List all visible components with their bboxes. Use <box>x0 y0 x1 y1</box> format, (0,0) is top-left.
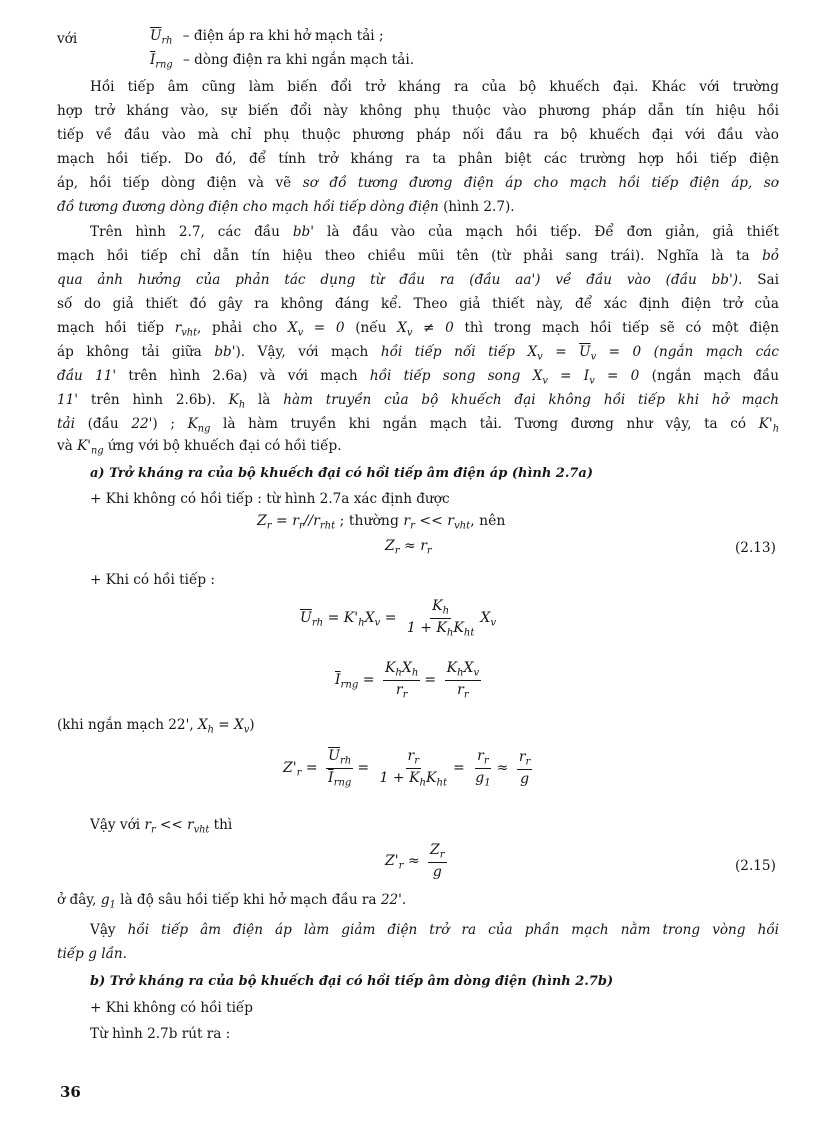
section-b-line1: + Khi không có hồi tiếp <box>90 1000 253 1016</box>
p2-l6d: hồi tiếp nối tiếp <box>380 344 515 360</box>
section-a-line1: + Khi không có hồi tiếp : từ hình 2.7a xác định được <box>90 491 450 507</box>
def-current-subscript: rng <box>155 59 173 71</box>
para2-line6 <box>57 342 779 367</box>
p2-l6c: ). Vậy, với mạch <box>235 344 369 360</box>
p2-l2b: bỏ <box>762 248 779 264</box>
p2-l1c: là đầu vào của mạch hồi tiếp. Để đơn giản, giả thiết <box>326 224 779 240</box>
p2-l9-kh2: $K'_h$ <box>758 416 779 435</box>
def-with-label: với <box>57 31 78 47</box>
p2-l9-kng: $K_{ng}$ <box>187 416 211 435</box>
def-voltage-text: – điện áp ra khi hở mạch tải ; <box>182 28 384 44</box>
condition-line <box>90 815 779 840</box>
para1-line6-a: đồ tương đương dòng điện cho mạch hồi tiếp dòng điện <box>57 199 439 215</box>
g1-symbol: $g_1$ <box>100 892 116 911</box>
section-a-line2: + Khi có hồi tiếp : <box>90 572 215 588</box>
p2-l6e: (ngắn mạch các <box>653 344 779 360</box>
p2-l3a: qua ảnh hưởng của phản tác dụng từ đầu ra (đầu aa') về đầu vào (đầu bb'). <box>57 272 743 288</box>
eq-zr-text1: ; thường <box>339 513 399 529</box>
eq-zr-text2: , nên <box>470 513 506 529</box>
section-b-line2: Từ hình 2.7b rút ra : <box>90 1026 231 1042</box>
para2-line3 <box>57 270 779 290</box>
concl-b: hồi tiếp âm điện áp làm giảm điện trở ra của phần mạch nằm trong vòng hồi <box>127 922 779 938</box>
page-number: 36 <box>60 1083 81 1101</box>
para1-line2: hợp trở kháng vào, sự biến đổi này không phụ thuộc vào phương pháp dẫn tín hiệu hồi <box>57 103 779 119</box>
equation-number-215: (2.15) <box>735 858 776 874</box>
equation-zr-prime: $Z'_r$ = $\frac{\overline{U}_{rh}}{\overline{I}_{rng}}$ = $\frac{r_r}{1 + K_hK_{ht}}$ = $\frac{r_r}{g_1}$ ≈ $\frac{r_r}{g}$ <box>283 748 531 789</box>
p2-l9d: ) ; <box>152 416 175 432</box>
p2-l8b: trên hình 2.6b). <box>90 392 216 408</box>
equation-zr-approx: $Z_r \approx r_r$ <box>385 538 432 557</box>
p2-l9e: là hàm truyền khi ngắn mạch tải. Tương đương như vậy, ta có <box>223 416 747 432</box>
p2-l7d: (ngắn mạch đầu <box>651 368 779 384</box>
p2-l1b: bb' <box>292 224 315 240</box>
para1-line5-a: áp, hồi tiếp dòng điện và vẽ <box>57 175 292 191</box>
p2-l5d: thì trong mạch hồi tiếp sẽ có một điện <box>464 320 779 336</box>
def-voltage-row <box>150 28 384 46</box>
para2-line5 <box>57 318 779 343</box>
para2-line8 <box>57 390 779 415</box>
p2-l3b: Sai <box>757 272 779 288</box>
short-note-eq: $X_h = X_v$ <box>197 717 250 736</box>
concl-a: Vậy <box>90 922 116 938</box>
para2-line7 <box>57 366 779 391</box>
para1-line6-b: (hình 2.7). <box>443 199 515 215</box>
g1-note-b: là độ sâu hồi tiếp khi hở mạch đầu ra <box>120 892 377 908</box>
para1-line1: Hồi tiếp âm cũng làm biến đổi trở kháng ra của bộ khuếch đại. Khác với trường <box>90 79 779 95</box>
para2-line4: số do giả thiết đó gây ra không đáng kể. Theo giả thiết này, để xác định điện trở của <box>57 296 779 312</box>
para1-line4: mạch hồi tiếp. Do đó, để tính trở kháng ra ta phân biệt các trường hợp hồi tiếp điện <box>57 151 779 167</box>
para1-line5-b: sơ đồ tương đương điện áp cho mạch hồi tiếp điện áp, sơ <box>302 175 779 191</box>
p2-l8d: hàm truyền của bộ khuếch đại không hồi tiếp khi hở mạch <box>283 392 779 408</box>
p2-l7-eq: $X_v = I_v = 0$ <box>532 368 640 387</box>
p2-l10: và <box>57 438 73 454</box>
equation-urh: $\overline{U}_{rh} = K'_hX_v$ = $\frac{K_h}{1 + K_hK_{ht}}$ $X_v$ <box>300 598 497 639</box>
def-voltage-symbol: $\overline{U}$ <box>150 28 162 44</box>
p2-l10b: ứng với bộ khuếch đại có hồi tiếp. <box>107 438 342 454</box>
conclusion-line2: tiếp g lần. <box>57 946 127 962</box>
p2-l5-xvne0: $X_v \ne 0$ <box>397 320 454 339</box>
para1-line6 <box>57 197 779 217</box>
g1-note-c: 22'. <box>380 892 407 908</box>
p2-l10-kng2: $K'_{ng}$ <box>77 438 104 457</box>
equation-zr-parallel: $Z_r = r_r//r_{rht}$ ; thường $r_r << r_{vht}$, nên <box>257 513 506 532</box>
conclusion-line1 <box>90 920 779 940</box>
vay-voi: Vậy với <box>90 817 141 833</box>
p2-l5c: (nếu <box>355 320 387 336</box>
def-current-text: – dòng điện ra khi ngắn mạch tải. <box>182 52 415 68</box>
para2-line2 <box>57 246 779 266</box>
g1-note <box>57 890 779 915</box>
condition-eq: $r_r << r_{vht}$ <box>144 817 210 836</box>
p2-l5a: mạch hồi tiếp <box>57 320 165 336</box>
para2-line10 <box>57 436 779 461</box>
p2-l5-rvht: $r_{vht}$ <box>174 320 198 339</box>
p2-l6a: áp không tải giữa <box>57 344 202 360</box>
def-voltage-subscript: rh <box>161 35 173 47</box>
p2-l5b: , phải cho <box>197 320 278 336</box>
def-current-symbol: $\overline{I}$ <box>150 52 156 68</box>
p2-l5-xv0: $X_v = 0$ <box>287 320 345 339</box>
equation-irng: $\overline{I}_{rng}$ = $\frac{K_hX_h}{r_r}$ = $\frac{K_hX_v}{r_r}$ <box>335 660 480 701</box>
para2-line1 <box>90 222 779 242</box>
section-a-title: a) Trở kháng ra của bộ khuếch đại có hồi tiếp âm điện áp (hình 2.7a) <box>90 466 593 481</box>
para1-line3: tiếp về đầu vào mà chỉ phụ thuộc phương pháp nối đầu ra bộ khuếch đại với đầu vào <box>57 127 779 143</box>
p2-l2: mạch hồi tiếp chỉ dẫn tín hiệu theo chiều mũi tên (từ phải sang trái). Nghĩa là ta <box>57 248 750 264</box>
p2-l9b: (đầu <box>87 416 119 432</box>
p2-l8a: 11' <box>57 392 79 408</box>
def-current-row <box>150 52 414 70</box>
short-note-text: (khi ngắn mạch 22', <box>57 717 194 733</box>
p2-l6-eq: $X_v = \overline{U}_v = 0$ <box>527 344 642 363</box>
g1-note-a: ở đây, <box>57 892 97 908</box>
p2-l8c: là <box>257 392 271 408</box>
p2-l9c: 22' <box>131 416 153 432</box>
section-b-title: b) Trở kháng ra của bộ khuếch đại có hồi tiếp âm dòng điện (hình 2.7b) <box>90 974 614 989</box>
equation-zr-prime-approx: $Z'_r$ ≈ $\frac{Z_r}{g}$ <box>385 842 445 880</box>
short-circuit-note: (khi ngắn mạch 22', $X_h = X_v$) <box>57 717 255 736</box>
p2-l7b: trên hình 2.6a) và với mạch <box>128 368 358 384</box>
p2-l6b: bb' <box>214 344 236 360</box>
p2-l7c: hồi tiếp song song <box>369 368 521 384</box>
p2-l1a: Trên hình 2.7, các đầu <box>90 224 280 240</box>
p2-l9a: tải <box>57 416 75 432</box>
para1-line5 <box>57 173 779 193</box>
p2-l7a: đầu 11' <box>57 368 117 384</box>
equation-number-213: (2.13) <box>735 540 776 556</box>
p2-l8-kh: $K_h$ <box>228 392 246 411</box>
thi: thì <box>213 817 233 833</box>
